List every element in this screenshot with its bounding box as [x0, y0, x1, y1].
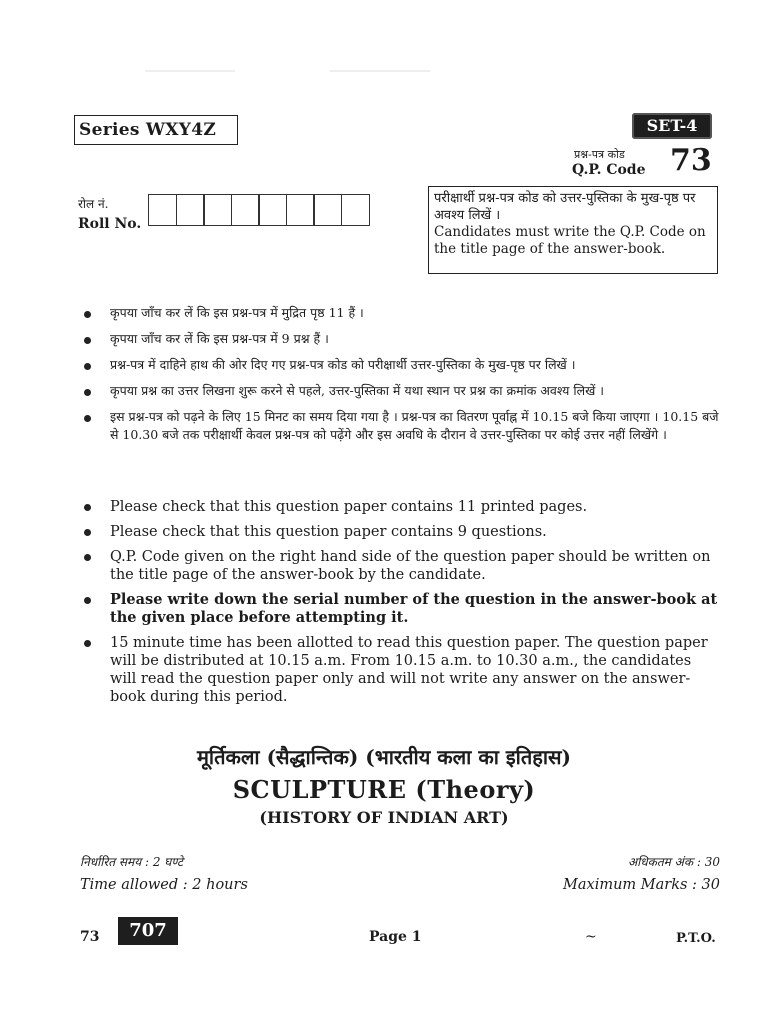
roll-no-digit-box[interactable] [286, 194, 315, 226]
instruction-text: कृपया प्रश्न का उत्तर लिखना शुरू करने से पहले, उत्तर-पुस्तिका में यथा स्थान पर प्रश्न का क्रमांक अवश्य लिखें । [110, 383, 605, 398]
page-number: Page 1 [369, 929, 422, 945]
instructions-hindi [80, 304, 720, 452]
series-label: Series WXY4Z [74, 115, 238, 145]
instruction-item [80, 548, 720, 584]
max-marks-hindi: अधिकतम अंक : 30 [627, 855, 720, 869]
instruction-text: इस प्रश्न-पत्र को पढ़ने के लिए 15 मिनट का समय दिया गया है । प्रश्न-पत्र का वितरण पूर्वाह्न में 10.15 बजे किया जाएगा । 10.15 बजे से 10.30 बजे तक परीक्षार्थी केवल प्रश्न-पत्र को पढ़ेंगे और इस अवधि के दौरान वे उत्तर-पुस्तिका पर कोई उत्तर नहीं लिखेंगे । [110, 409, 719, 442]
bullet-icon [84, 311, 91, 318]
instruction-text: 15 minute time has been allotted to read this question paper. The question paper will be distributed at 10.15 a.m. From 10.15 a.m. to 10.30 a.m., the candidates will read the question paper only and will not write any answer on the answer-book during this period. [110, 635, 708, 705]
footer-code: 73 [80, 929, 100, 945]
instruction-item [80, 382, 720, 400]
notice-english: Candidates must write the Q.P. Code on the title page of the answer-book. [434, 224, 706, 257]
roll-no-digit-box[interactable] [148, 194, 177, 226]
instruction-item [80, 634, 720, 706]
instructions-english [80, 498, 720, 713]
instruction-item [80, 408, 720, 444]
bullet-icon [84, 363, 91, 370]
footer-code-box: 707 [118, 917, 178, 945]
instruction-text: Please check that this question paper contains 11 printed pages. [110, 499, 588, 515]
bullet-icon [84, 529, 91, 536]
bullet-icon [84, 389, 91, 396]
instruction-item [80, 330, 720, 348]
instruction-text: Please check that this question paper contains 9 questions. [110, 524, 547, 540]
subject-title: SCULPTURE (Theory) [232, 775, 536, 804]
scan-mark [145, 70, 235, 72]
notice-hindi: परीक्षार्थी प्रश्न-पत्र कोड को उत्तर-पुस्तिका के मुख-पृष्ठ पर अवश्य लिखें । [434, 191, 696, 223]
roll-no-digit-box[interactable] [203, 194, 232, 226]
roll-no-digit-box[interactable] [258, 194, 287, 226]
qp-code-value: 73 [670, 143, 712, 178]
set-badge: SET-4 [632, 113, 712, 139]
qp-code-notice [428, 186, 718, 274]
footer-tilde: ~ [585, 929, 597, 945]
roll-no-digit-box[interactable] [313, 194, 342, 226]
bullet-icon [84, 597, 91, 604]
instruction-text: Q.P. Code given on the right hand side of the question paper should be written on the title page of the answer-book by the candidate. [110, 549, 711, 583]
instruction-text: Please write down the serial number of the question in the answer-book at the given place before attempting it. [110, 591, 718, 626]
roll-no-digit-box[interactable] [176, 194, 205, 226]
roll-no-boxes [148, 194, 368, 226]
bullet-icon [84, 640, 91, 647]
roll-no-label: Roll No. [78, 216, 142, 232]
roll-no-hindi-label: रोल नं. [78, 197, 109, 211]
qp-code-hindi-label: प्रश्न-पत्र कोड [574, 148, 625, 161]
bullet-icon [84, 554, 91, 561]
instruction-text: कृपया जाँच कर लें कि इस प्रश्न-पत्र में मुद्रित पृष्ठ 11 हैं । [110, 305, 364, 320]
instruction-text: प्रश्न-पत्र में दाहिने हाथ की ओर दिए गए प्रश्न-पत्र कोड को परीक्षार्थी उत्तर-पुस्तिका के मुख-पृष्ठ पर लिखें । [110, 357, 576, 372]
subject-title-hindi: मूर्तिकला (सैद्धान्तिक) (भारतीय कला का इतिहास) [196, 745, 572, 769]
subject-subtitle: (HISTORY OF INDIAN ART) [259, 808, 509, 827]
instruction-item [80, 591, 720, 627]
instruction-item [80, 356, 720, 374]
instruction-item [80, 523, 720, 541]
bullet-icon [84, 337, 91, 344]
roll-no-digit-box[interactable] [341, 194, 370, 226]
bullet-icon [84, 504, 91, 511]
bullet-icon [84, 415, 91, 422]
time-allowed: Time allowed : 2 hours [80, 877, 248, 893]
time-allowed-hindi: निर्धारित समय : 2 घण्टे [80, 855, 184, 869]
roll-no-digit-box[interactable] [231, 194, 260, 226]
instruction-item [80, 304, 720, 322]
instruction-item [80, 498, 720, 516]
scan-mark [330, 70, 430, 72]
pto-label: P.T.O. [676, 931, 716, 946]
max-marks: Maximum Marks : 30 [563, 877, 720, 893]
qp-code-label: Q.P. Code [572, 162, 646, 178]
instruction-text: कृपया जाँच कर लें कि इस प्रश्न-पत्र में 9 प्रश्न हैं । [110, 331, 329, 346]
